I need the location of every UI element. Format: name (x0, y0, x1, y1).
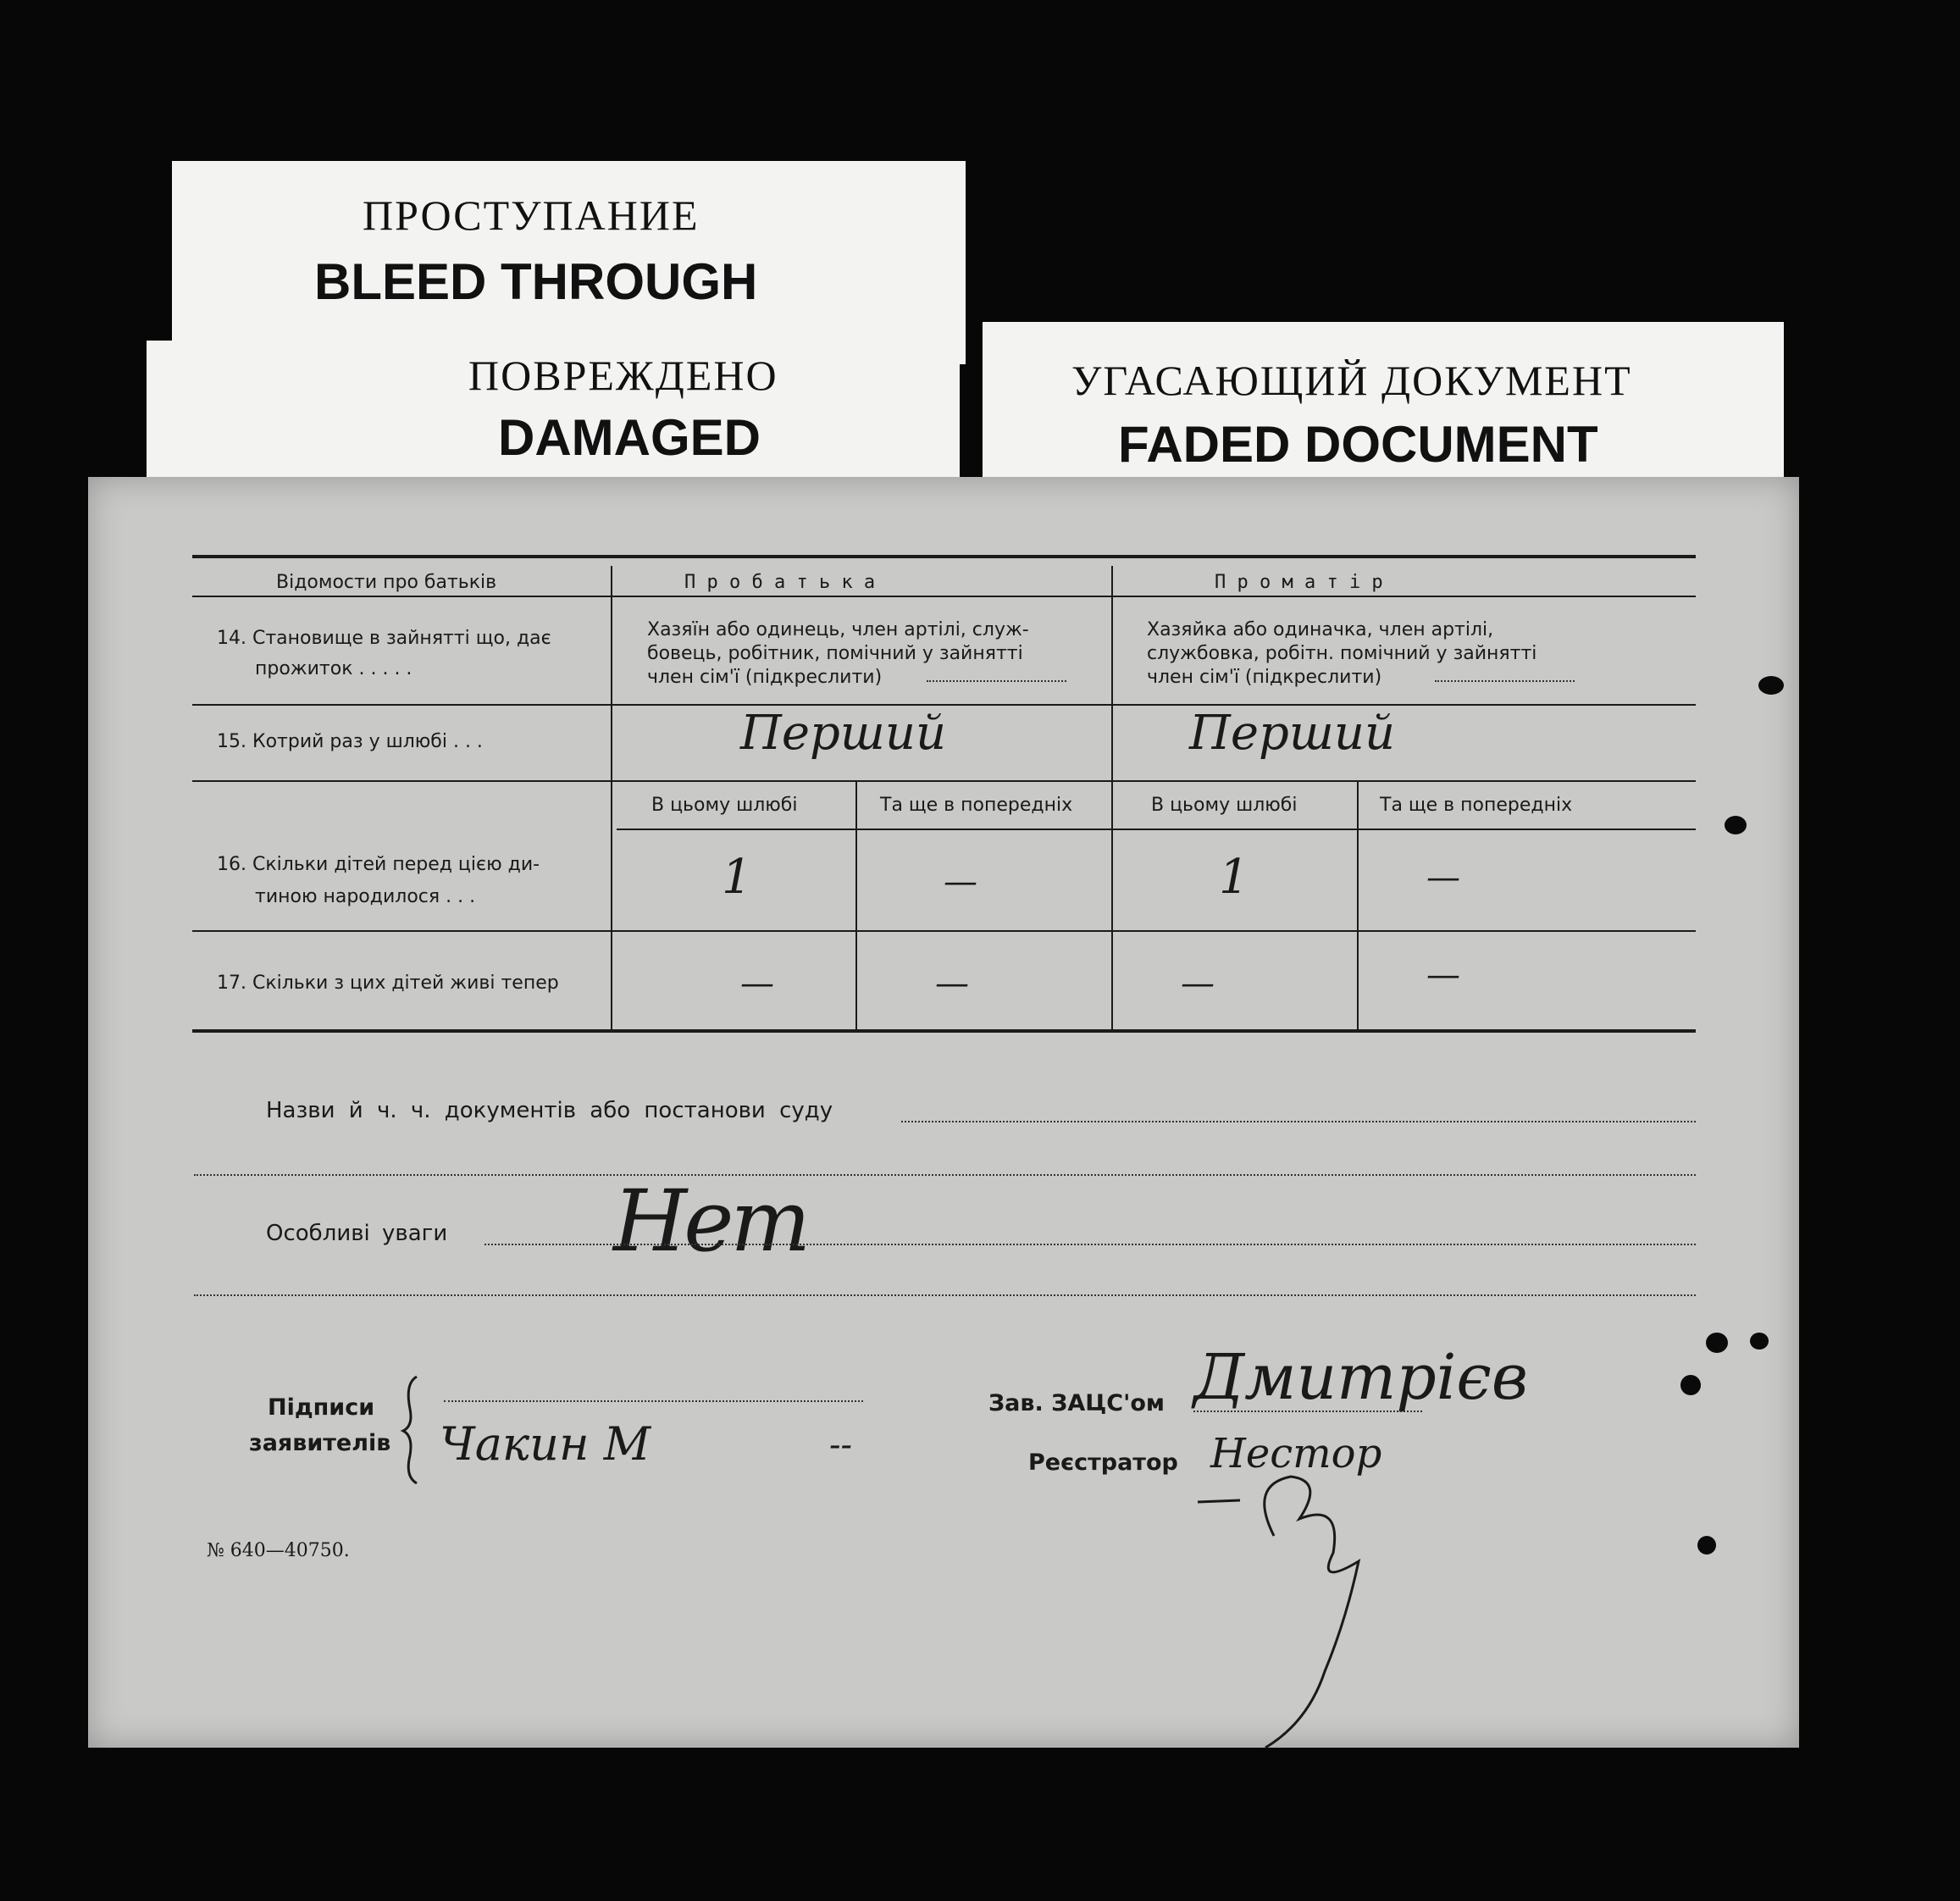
head-signature-line (1193, 1411, 1422, 1412)
row14-father-line3: член сім'ї (підкреслити) (647, 667, 883, 688)
bleed-through-card (172, 161, 966, 364)
bleed-through-ru: ПРОСТУПАНИЕ (363, 191, 700, 239)
row15-father-value: Перший (740, 706, 947, 761)
row14-label-line1: 14. Становище в зайнятті що, дає (217, 628, 551, 649)
row16-father-this: 1 (722, 850, 752, 905)
signatures-label-line1: Підписи (268, 1394, 375, 1421)
subcol-divider-father (855, 782, 857, 1031)
documents-dots-1 (901, 1121, 1696, 1122)
row14-father-line1: Хазяїн або одинець, член артілі, служ- (647, 619, 1029, 640)
punch-hole (1725, 816, 1747, 834)
applicant-signature: Чакин М (440, 1417, 651, 1471)
faded-document-card (983, 322, 1784, 500)
form-number: № 640—40750. (207, 1540, 350, 1561)
punch-hole (1697, 1536, 1716, 1555)
signatures-brace (401, 1375, 427, 1485)
row16-mother-this: 1 (1219, 850, 1249, 905)
remarks-dots-1 (484, 1244, 1696, 1245)
remarks-dots-2 (194, 1294, 1696, 1296)
row15-mother-value: Перший (1189, 706, 1396, 761)
row15-label: 15. Котрий раз у шлюбі . . . (217, 731, 483, 752)
row14-father-dots (927, 680, 1066, 682)
row14-mother-line1: Хазяйка або одиначка, член артілі, (1147, 619, 1494, 640)
row16-label-line2: тиною народилося . . . (255, 886, 476, 907)
applicant-signature-line-1 (444, 1400, 863, 1402)
registrar-signature: Нестор (1210, 1430, 1382, 1477)
mother-this-marriage-header: В цьому шлюбі (1151, 795, 1298, 816)
punch-hole (1758, 676, 1784, 695)
row17-father-prev: — (935, 964, 969, 1003)
row14-mother-line2: службовка, робітн. помічний у зайнятті (1147, 643, 1537, 664)
row14-mother-dots (1435, 680, 1575, 682)
row17-label: 17. Скільки з цих дітей живі тепер (217, 973, 559, 994)
row16-bottom-rule (192, 930, 1696, 932)
subcol-divider-mother (1357, 782, 1359, 1031)
damaged-en: DAMAGED (498, 409, 761, 466)
registration-form (88, 477, 1799, 1748)
mother-previous-header: Та ще в попередніх (1380, 795, 1573, 816)
registrar-label: Реєстратор (1028, 1449, 1178, 1476)
faded-document-en: FADED DOCUMENT (1118, 416, 1598, 473)
row17-mother-this: — (1181, 964, 1215, 1003)
row17-mother-prev: — (1426, 956, 1460, 995)
documents-label: Назви й ч. ч. документів або постанови суду (266, 1098, 833, 1123)
row16-label-line1: 16. Скільки дітей перед цією ди- (217, 854, 540, 875)
row16-father-prev: — (944, 862, 977, 901)
remarks-label: Особливі уваги (266, 1221, 448, 1246)
col-divider-1 (611, 566, 612, 1031)
header-about-mother: П р о м а т і р (1215, 572, 1383, 593)
header-about-father: П р о б а т ь к а (684, 572, 876, 593)
header-bottom-rule (192, 596, 1696, 597)
bleed-through-en: BLEED THROUGH (314, 253, 758, 310)
applicant-signature-tail: -- (829, 1426, 853, 1465)
head-label: Зав. ЗАЦС'ом (988, 1390, 1165, 1416)
col-divider-2 (1111, 566, 1113, 1031)
punch-hole (1750, 1333, 1769, 1350)
subheader-bottom-rule (617, 829, 1696, 830)
row17-father-this: — (740, 964, 774, 1003)
registrar-signature-flourish (1198, 1451, 1452, 1756)
damaged-ru: ПОВРЕЖДЕНО (468, 352, 778, 399)
father-this-marriage-header: В цьому шлюбі (651, 795, 798, 816)
remarks-value: Нет (613, 1172, 808, 1271)
row14-mother-line3: член сім'ї (підкреслити) (1147, 667, 1382, 688)
row15-bottom-rule (192, 780, 1696, 782)
documents-dots-2 (194, 1174, 1696, 1176)
row14-father-line2: бовець, робітник, помічний у зайнятті (647, 643, 1023, 664)
punch-hole (1680, 1375, 1701, 1395)
row14-label-line2: прожиток . . . . . (255, 658, 412, 679)
header-parents-info: Відомости про батьків (276, 572, 497, 593)
table-bottom-rule (192, 1029, 1696, 1033)
faded-document-ru: УГАСАЮЩИЙ ДОКУМЕНТ (1071, 357, 1632, 404)
signatures-label-line2: заявителів (249, 1430, 391, 1456)
father-previous-header: Та ще в попередніх (880, 795, 1073, 816)
punch-hole (1706, 1333, 1728, 1353)
head-signature: Дмитрієв (1193, 1341, 1528, 1414)
table-top-rule (192, 555, 1696, 558)
row16-mother-prev: — (1426, 858, 1460, 897)
